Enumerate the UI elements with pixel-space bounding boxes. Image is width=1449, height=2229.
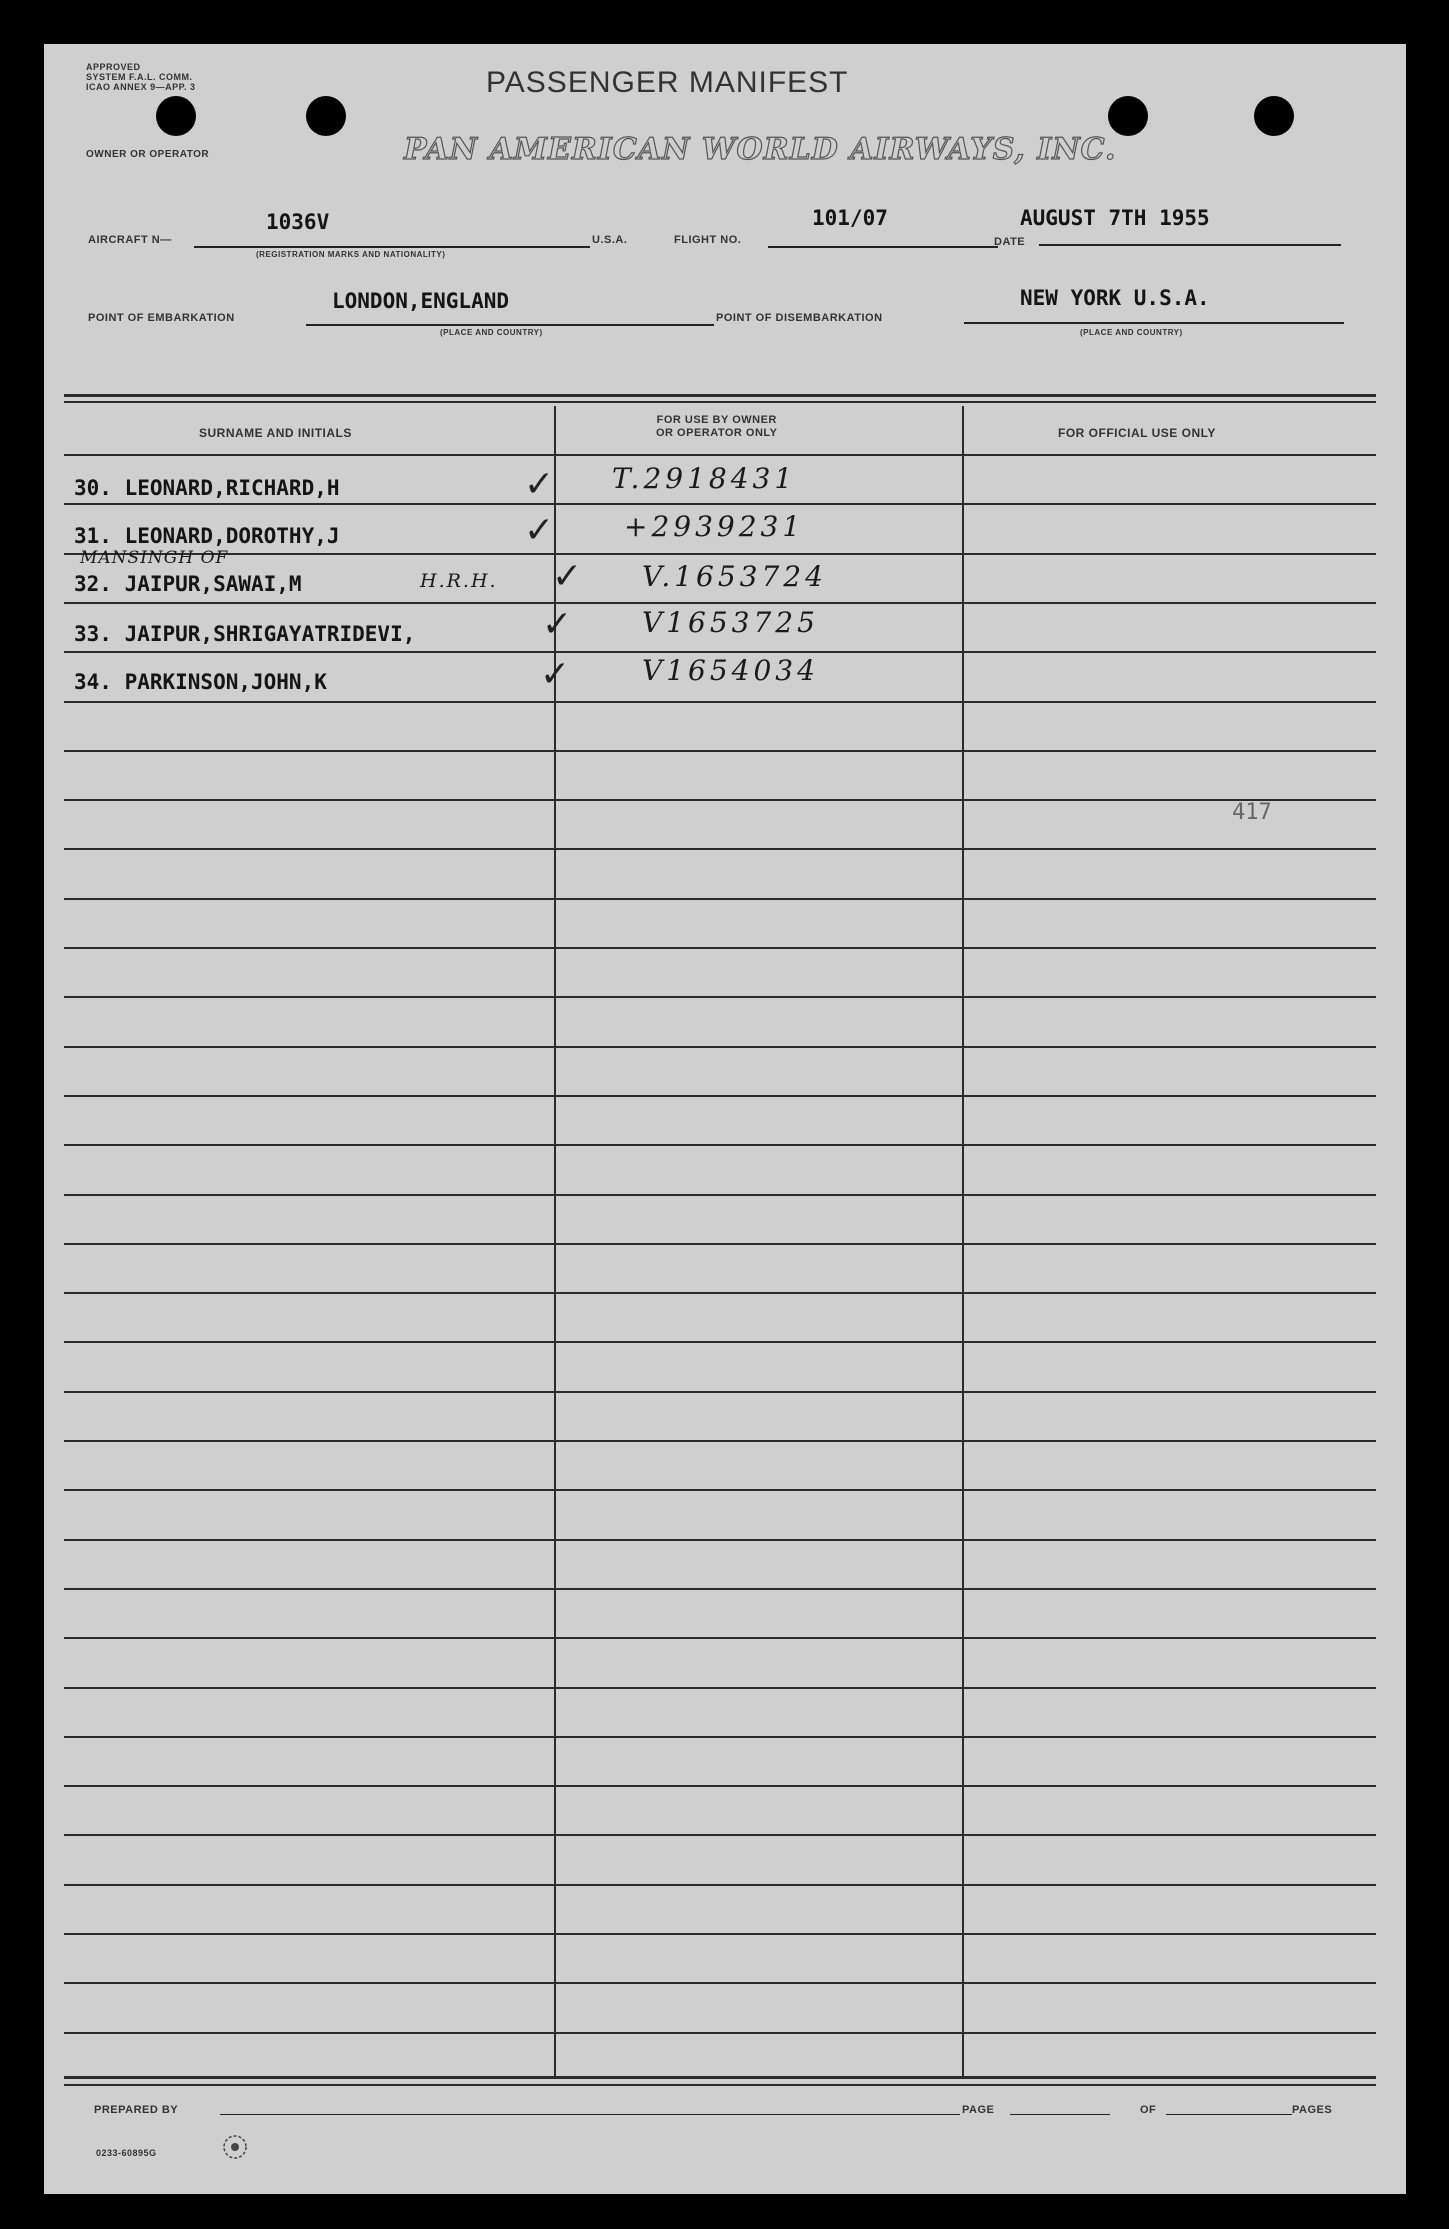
flight-no-value: 101/07: [812, 206, 888, 230]
passenger-name: 34. PARKINSON,JOHN,K: [74, 670, 327, 694]
row-rule: [64, 1292, 1376, 1294]
check-mark: ✓: [524, 510, 555, 551]
row-rule: [64, 1046, 1376, 1048]
approval-line-3: ICAO ANNEX 9—APP. 3: [86, 82, 196, 92]
date-underline: [1039, 244, 1341, 246]
row-rule: [64, 1391, 1376, 1393]
of-label: OF: [1140, 2104, 1157, 2116]
row-rule: [64, 799, 1376, 801]
row-rule: [64, 651, 1376, 653]
passenger-name: 32. JAIPUR,SAWAI,M: [74, 572, 302, 596]
row-rule: [64, 1539, 1376, 1541]
row-rule: [64, 602, 1376, 604]
official-note: 417: [1232, 800, 1272, 825]
row-rule: [64, 1489, 1376, 1491]
aircraft-value: 1036V: [266, 210, 330, 234]
ticket-number: V.1653724: [642, 560, 827, 593]
passenger-name: 31. LEONARD,DOROTHY,J: [74, 524, 340, 548]
row-rule: [64, 1736, 1376, 1738]
disembark-underline: [964, 322, 1344, 324]
form-number: 0233-60895G: [96, 2148, 157, 2158]
printer-seal-icon: [220, 2132, 250, 2162]
date-value: AUGUST 7TH 1955: [1020, 206, 1210, 230]
approval-line-2: SYSTEM F.A.L. COMM.: [86, 72, 193, 82]
owner-label: OWNER OR OPERATOR: [86, 149, 210, 160]
check-mark: ✓: [524, 464, 555, 505]
page-title: PASSENGER MANIFEST: [486, 66, 849, 99]
prepared-by-label: PREPARED BY: [94, 2104, 179, 2116]
row-rule: [64, 1588, 1376, 1590]
col-divider-2: [962, 406, 964, 2076]
handwritten-note-right: H.R.H.: [420, 570, 498, 592]
row-rule: [64, 1884, 1376, 1886]
row-rule: [64, 701, 1376, 703]
flight-no-underline: [768, 246, 998, 248]
usa-label: U.S.A.: [592, 234, 628, 246]
date-label: DATE: [994, 236, 1026, 248]
embark-underline: [306, 324, 714, 326]
prepared-by-underline: [220, 2114, 960, 2115]
table-top-rule-2: [64, 401, 1376, 403]
passenger-name: 33. JAIPUR,SHRIGAYATRIDEVI,: [74, 622, 416, 646]
disembark-value: NEW YORK U.S.A.: [1020, 286, 1210, 310]
manifest-paper: [44, 44, 1406, 2194]
handwritten-note-above: MANSINGH OF: [80, 548, 229, 568]
table-top-rule: [64, 394, 1376, 397]
pages-label: PAGES: [1292, 2104, 1333, 2116]
row-rule: [64, 848, 1376, 850]
row-rule: [64, 996, 1376, 998]
punch-hole-1: [156, 96, 196, 136]
disembark-sublabel: (PLACE AND COUNTRY): [1080, 328, 1183, 337]
row-rule: [64, 1933, 1376, 1935]
table-bottom-rule: [64, 2076, 1376, 2079]
ticket-number: V1654034: [642, 654, 819, 687]
row-rule: [64, 1095, 1376, 1097]
col-header-owner: [656, 414, 777, 440]
row-rule: [64, 1144, 1376, 1146]
passenger-name: 30. LEONARD,RICHARD,H: [74, 476, 340, 500]
aircraft-sublabel: (REGISTRATION MARKS AND NATIONALITY): [256, 250, 446, 259]
ticket-number: T.2918431: [612, 462, 797, 495]
embark-sublabel: (PLACE AND COUNTRY): [440, 328, 543, 337]
of-underline: [1166, 2114, 1292, 2115]
approval-note: [86, 62, 196, 92]
approval-line-1: APPROVED: [86, 62, 141, 72]
row-rule: [64, 1243, 1376, 1245]
punch-hole-2: [306, 96, 346, 136]
col-header-owner-line1: FOR USE BY OWNER: [656, 414, 777, 426]
row-rule: [64, 1637, 1376, 1639]
flight-no-label: FLIGHT NO.: [674, 234, 742, 246]
col-header-surname: SURNAME AND INITIALS: [199, 426, 352, 440]
aircraft-label: AIRCRAFT N—: [88, 234, 172, 246]
disembark-label: POINT OF DISEMBARKATION: [716, 312, 883, 324]
row-rule: [64, 553, 1376, 555]
owner-value: PAN AMERICAN WORLD AIRWAYS, INC.: [404, 132, 1117, 167]
row-rule: [64, 750, 1376, 752]
punch-hole-3: [1108, 96, 1148, 136]
row-rule: [64, 454, 1376, 456]
ticket-number: V1653725: [642, 606, 819, 639]
row-rule: [64, 1341, 1376, 1343]
page-underline: [1010, 2114, 1110, 2115]
embark-value: LONDON,ENGLAND: [332, 289, 510, 313]
row-rule: [64, 898, 1376, 900]
row-rule: [64, 1982, 1376, 1984]
row-rule: [64, 1785, 1376, 1787]
row-rule: [64, 1834, 1376, 1836]
page-label: PAGE: [962, 2104, 995, 2116]
aircraft-underline: [194, 246, 590, 248]
ticket-number: +2939231: [624, 510, 805, 543]
row-rule: [64, 1687, 1376, 1689]
check-mark: ✓: [540, 654, 571, 695]
embark-label: POINT OF EMBARKATION: [88, 312, 235, 324]
punch-hole-4: [1254, 96, 1294, 136]
row-rule: [64, 503, 1376, 505]
table-bottom-rule-2: [64, 2084, 1376, 2086]
row-rule: [64, 1194, 1376, 1196]
row-rule: [64, 2032, 1376, 2034]
row-rule: [64, 947, 1376, 949]
check-mark: ✓: [552, 556, 583, 597]
col-header-owner-line2: OR OPERATOR ONLY: [656, 427, 778, 439]
row-rule: [64, 1440, 1376, 1442]
check-mark: ✓: [542, 604, 573, 645]
col-header-official: FOR OFFICIAL USE ONLY: [1058, 426, 1216, 440]
